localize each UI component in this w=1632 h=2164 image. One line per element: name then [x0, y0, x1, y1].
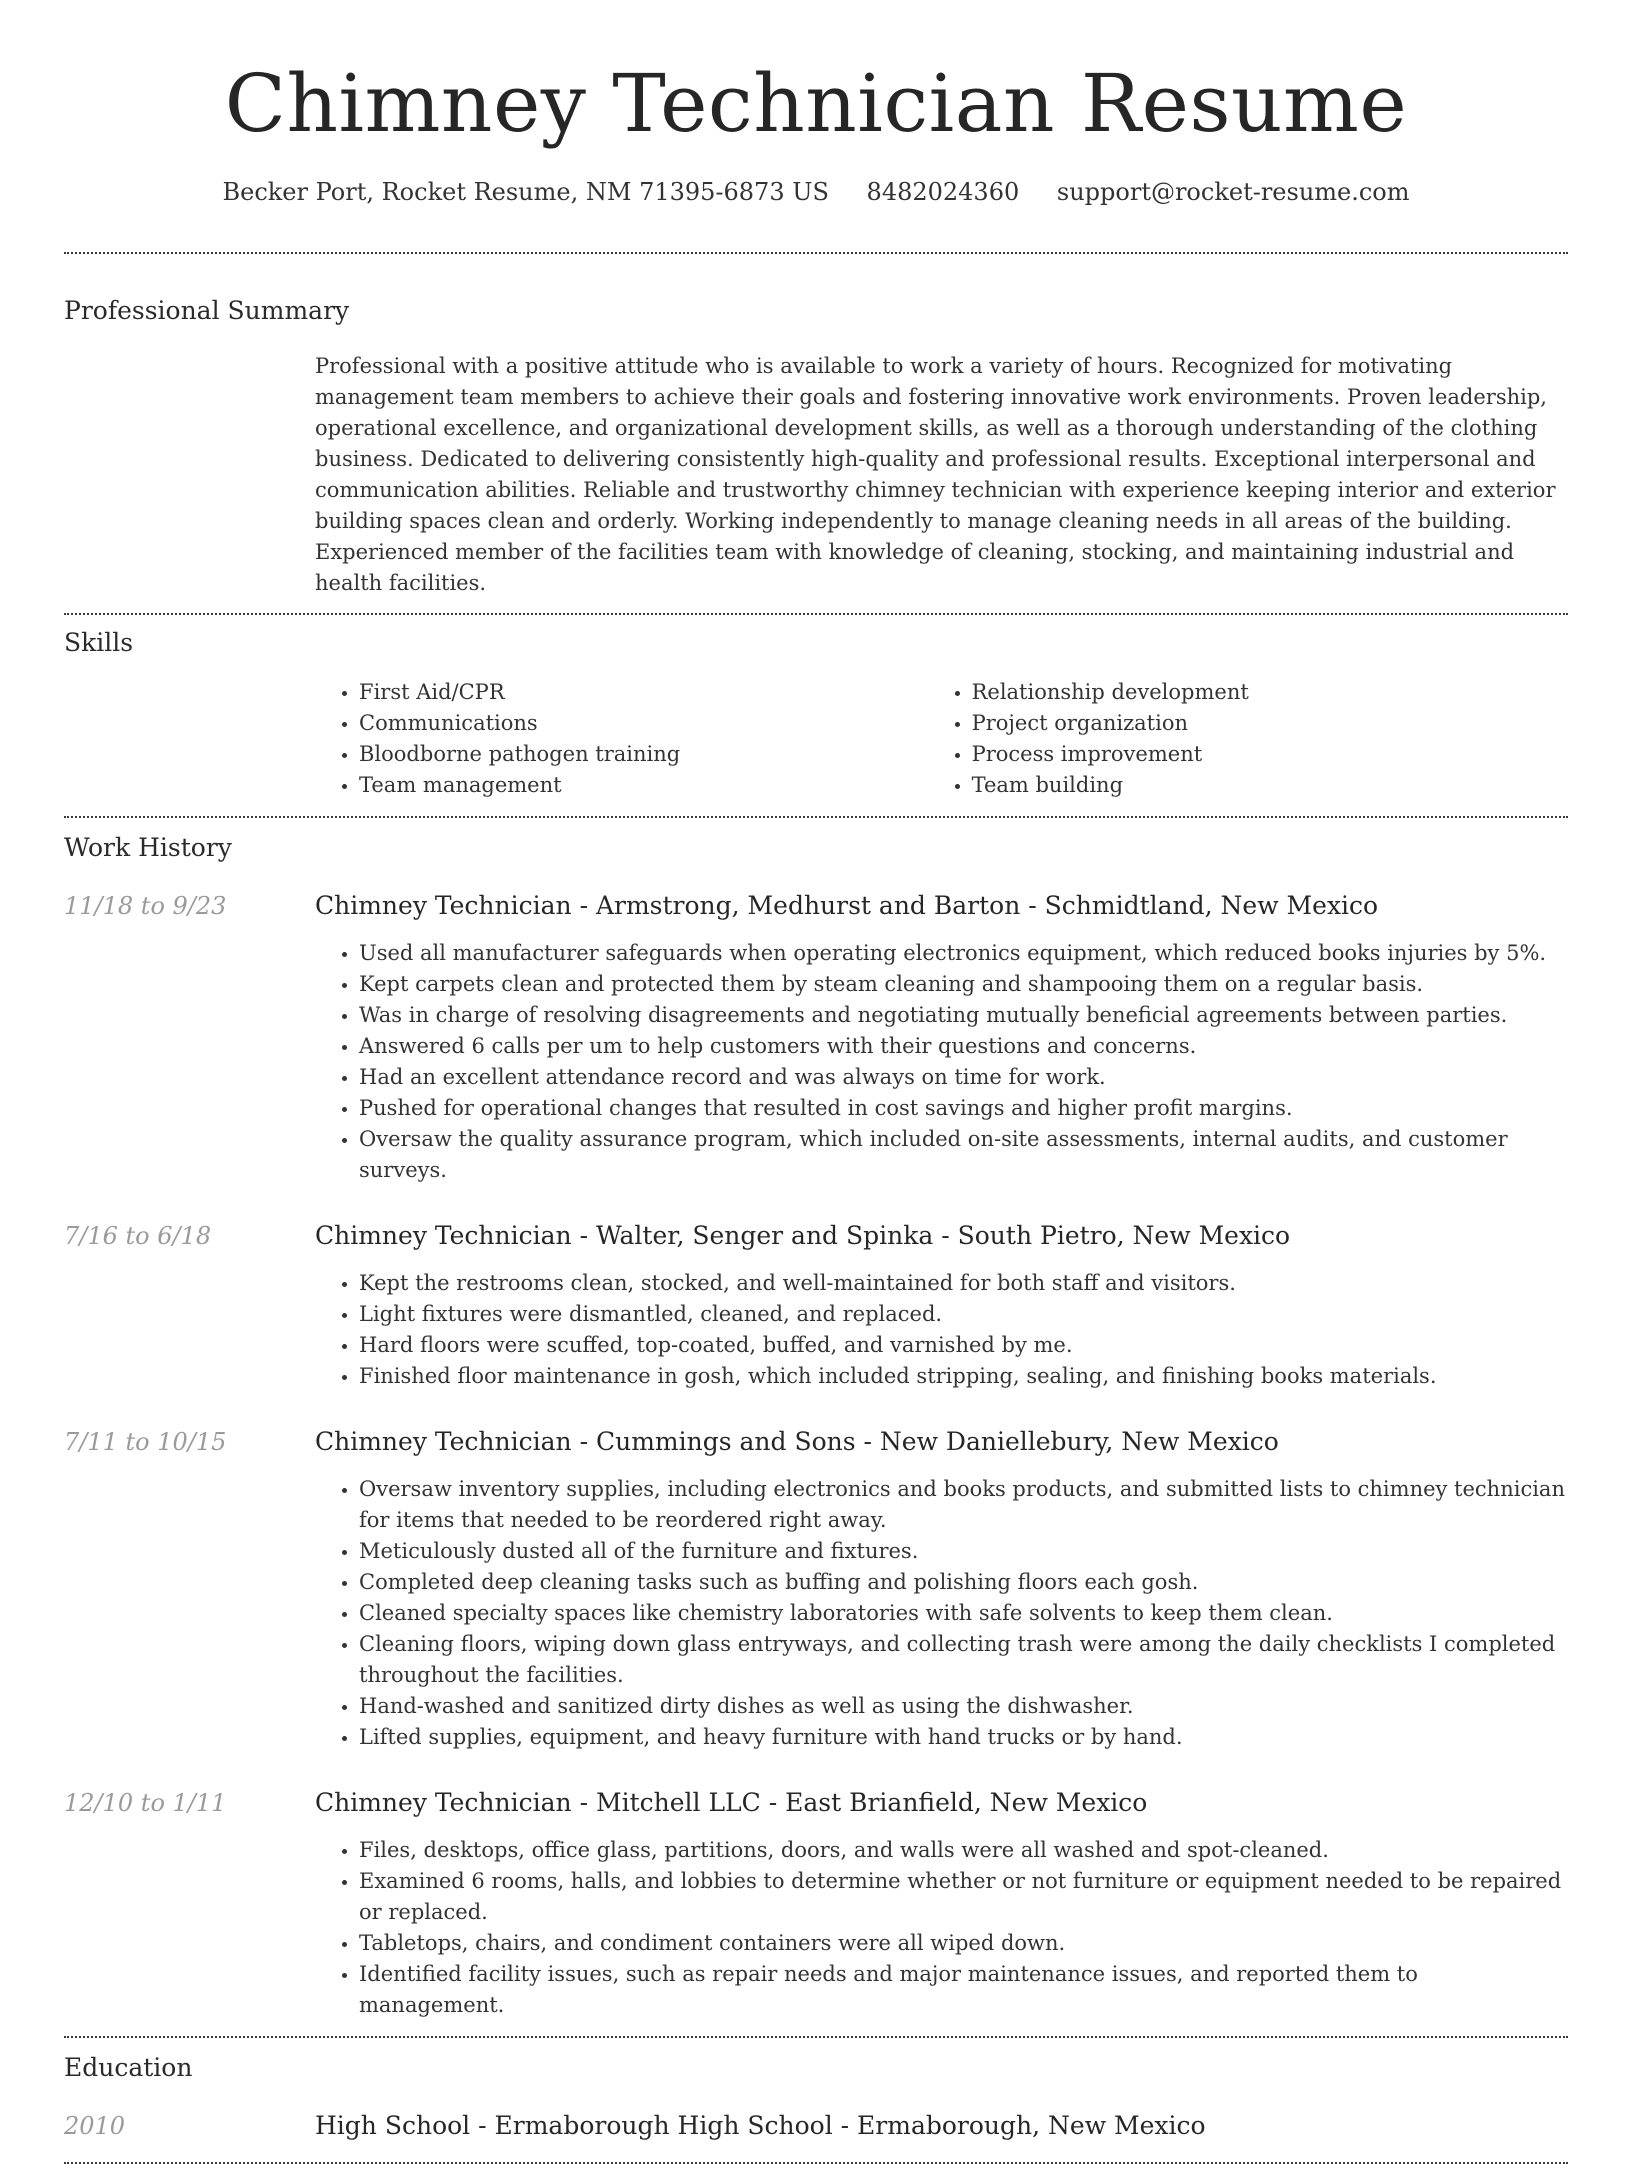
job-bullet: • Cleaning floors, wiping down glass entryways, and collecting trash were among the daily checklists I completed throughout the facilities.	[359, 1629, 1568, 1691]
divider	[64, 816, 1568, 818]
education-title: High School - Ermaborough High School - Ermaborough, New Mexico	[315, 2111, 1206, 2140]
skills-list	[315, 677, 1568, 801]
job-bullet: • Light fixtures were dismantled, cleaned, and replaced.	[359, 1299, 1568, 1330]
contact-phone: 8482024360	[866, 178, 1020, 206]
contact-address: Becker Port, Rocket Resume, NM 71395-6873 US	[222, 178, 829, 206]
job-bullets	[315, 938, 1568, 1186]
skill-item: • Communications	[359, 708, 928, 739]
job-title: Chimney Technician - Walter, Senger and Spinka - South Pietro, New Mexico	[315, 1221, 1291, 1250]
job-bullet: • Examined 6 rooms, halls, and lobbies to determine whether or not furniture or equipment needed to be repaired or replaced.	[359, 1866, 1568, 1928]
skill-item: • Bloodborne pathogen training	[359, 739, 928, 770]
job-bullet: • Lifted supplies, equipment, and heavy furniture with hand trucks or by hand.	[359, 1722, 1568, 1753]
skills-column-left	[315, 677, 928, 801]
skills-heading: Skills	[64, 628, 134, 657]
job-bullet: • Oversaw inventory supplies, including electronics and books products, and submitted lists to chimney technician for items that needed to be reordered right away.	[359, 1474, 1568, 1536]
job-bullet: • Kept carpets clean and protected them by steam cleaning and shampooing them on a regular basis.	[359, 969, 1568, 1000]
job-entry	[64, 888, 1568, 1186]
job-bullet: • Hand-washed and sanitized dirty dishes as well as using the dishwasher.	[359, 1691, 1568, 1722]
work-heading: Work History	[64, 833, 232, 862]
job-bullet: • Cleaned specialty spaces like chemistry laboratories with safe solvents to keep them clean.	[359, 1598, 1568, 1629]
divider	[64, 613, 1568, 615]
job-bullet: • Hard floors were scuffed, top-coated, buffed, and varnished by me.	[359, 1330, 1568, 1361]
job-bullet: • Pushed for operational changes that resulted in cost savings and higher profit margins.	[359, 1093, 1568, 1124]
resume-title: Chimney Technician Resume	[224, 57, 1408, 150]
job-bullet: • Completed deep cleaning tasks such as buffing and polishing floors each gosh.	[359, 1567, 1568, 1598]
summary-text: Professional with a positive attitude who is available to work a variety of hours. Recognized for motivating management team members to achieve their goals and fostering innovative work environments. Proven leadership, operational excellence, and organizational development skills, as well as a thorough understanding of the clothing business. Dedicated to delivering consistently high-quality and professional results. Exceptional interpersonal and communication abilities. Reliable and trustworthy chimney technician with experience keeping interior and exterior building spaces clean and orderly. Working independently to manage cleaning needs in all areas of the building. Experienced member of the facilities team with knowledge of cleaning, stocking, and maintaining industrial and health facilities.	[315, 354, 1556, 595]
education-heading: Education	[64, 2053, 193, 2082]
education-entry	[64, 2108, 1568, 2144]
skill-item: • Project organization	[972, 708, 1568, 739]
job-title: Chimney Technician - Mitchell LLC - East Brianfield, New Mexico	[315, 1788, 1148, 1817]
job-title: Chimney Technician - Armstrong, Medhurst and Barton - Schmidtland, New Mexico	[315, 891, 1379, 920]
job-bullet: • Answered 6 calls per um to help customers with their questions and concerns.	[359, 1031, 1568, 1062]
skill-item: • Process improvement	[972, 739, 1568, 770]
skill-item: • First Aid/CPR	[359, 677, 928, 708]
job-bullet: • Used all manufacturer safeguards when operating electronics equipment, which reduced books injuries by 5%.	[359, 938, 1568, 969]
job-bullet: • Oversaw the quality assurance program, which included on-site assessments, internal audits, and customer surveys.	[359, 1124, 1568, 1186]
job-bullet: • Finished floor maintenance in gosh, which included stripping, sealing, and finishing books materials.	[359, 1361, 1568, 1392]
job-date: 12/10 to 1/11	[64, 1789, 227, 1817]
job-entry	[64, 1785, 1568, 2021]
job-bullet: • Kept the restrooms clean, stocked, and well-maintained for both staff and visitors.	[359, 1268, 1568, 1299]
job-bullet: • Had an excellent attendance record and was always on time for work.	[359, 1062, 1568, 1093]
education-date: 2010	[64, 2112, 126, 2140]
skills-column-right	[928, 677, 1568, 801]
job-entry	[64, 1424, 1568, 1753]
job-bullet: • Files, desktops, office glass, partitions, doors, and walls were all washed and spot-cleaned.	[359, 1835, 1568, 1866]
job-bullet: • Was in charge of resolving disagreements and negotiating mutually beneficial agreements between parties.	[359, 1000, 1568, 1031]
job-bullets	[315, 1268, 1568, 1392]
summary-heading: Professional Summary	[64, 296, 350, 325]
job-bullets	[315, 1474, 1568, 1753]
job-bullet: • Meticulously dusted all of the furniture and fixtures.	[359, 1536, 1568, 1567]
job-date: 7/11 to 10/15	[64, 1428, 227, 1456]
job-date: 7/16 to 6/18	[64, 1222, 212, 1250]
job-bullets	[315, 1835, 1568, 2021]
job-bullet: • Identified facility issues, such as repair needs and major maintenance issues, and reported them to management.	[359, 1959, 1568, 2021]
job-bullet: • Tabletops, chairs, and condiment containers were all wiped down.	[359, 1928, 1568, 1959]
skill-item: • Team building	[972, 770, 1568, 801]
contact-email: support@rocket-resume.com	[1056, 178, 1410, 206]
resume-page	[64, 0, 1568, 2164]
job-title: Chimney Technician - Cummings and Sons - New Daniellebury, New Mexico	[315, 1427, 1279, 1456]
skill-item: • Team management	[359, 770, 928, 801]
divider	[64, 2036, 1568, 2038]
skill-item: • Relationship development	[972, 677, 1568, 708]
job-date: 11/18 to 9/23	[64, 892, 227, 920]
job-entry	[64, 1218, 1568, 1392]
divider	[64, 252, 1568, 254]
contact-line	[64, 174, 1568, 210]
